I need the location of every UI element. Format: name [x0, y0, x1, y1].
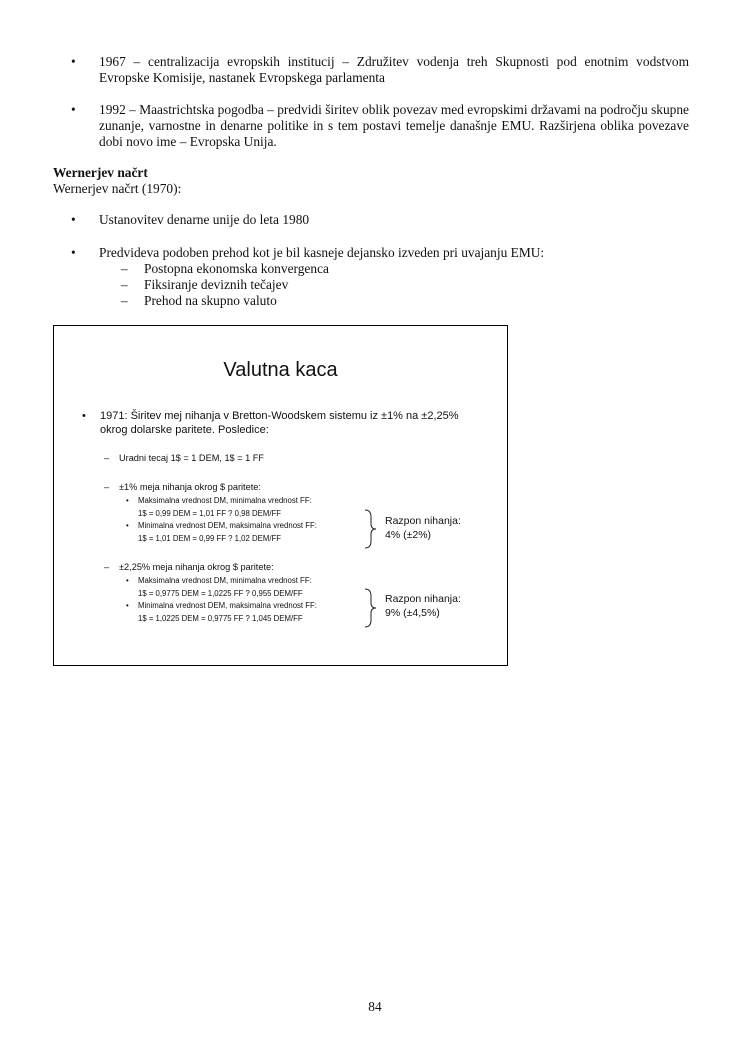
- dash-marker: –: [121, 261, 128, 276]
- official-rate: Uradni tecaj 1$ = 1 DEM, 1$ = 1 FF: [119, 453, 265, 463]
- page-number: 84: [368, 999, 382, 1014]
- small-bullet-marker: •: [126, 601, 129, 610]
- dash-marker: –: [104, 562, 110, 572]
- dash-marker: –: [104, 482, 110, 492]
- band1-range-label: Razpon nihanja:: [385, 515, 461, 527]
- werner-sub-item-text: Postopna ekonomska konvergenca: [144, 261, 329, 276]
- werner-bullet-text: Predvideva podoben prehod kot je bil kasneje dejansko izveden pri uvajanju EMU:: [99, 245, 545, 260]
- band1-item1-equation: 1$ = 0,99 DEM = 1,01 FF ? 0,98 DEM/FF: [138, 509, 282, 518]
- band2-item2-title: Minimalna vrednost DEM, maksimalna vrednost FF:: [138, 601, 317, 610]
- band1-item2-equation: 1$ = 1,01 DEM = 0,99 FF ? 1,02 DEM/FF: [138, 534, 282, 543]
- bullet-marker: •: [71, 245, 76, 260]
- small-bullet-marker: •: [126, 496, 129, 505]
- band1-label: ±1% meja nihanja okrog $ paritete:: [119, 482, 261, 492]
- slide-main-line-2: okrog dolarske paritete. Posledice:: [100, 424, 269, 436]
- bullet-marker: •: [71, 102, 76, 117]
- dash-marker: –: [121, 277, 128, 292]
- dash-marker: –: [121, 293, 128, 308]
- brace-icon: [363, 588, 377, 628]
- slide-main-line-1: 1971: Širitev mej nihanja v Bretton-Woodskem sistemu iz ±1% na ±2,25%: [100, 410, 459, 422]
- slide-frame: [53, 325, 508, 666]
- slide-title: Valutna kaca: [223, 359, 338, 381]
- intro-bullet-text: 1967 – centralizacija evropskih institucij – Združitev vodenja treh Skupnosti pod enotnim vodstvom Evropske Komisije, nastanek Evropskega parlamenta: [99, 54, 689, 85]
- section-intro: Wernerjev načrt (1970):: [53, 181, 182, 196]
- band2-range-label: Razpon nihanja:: [385, 593, 461, 605]
- small-bullet-marker: •: [126, 576, 129, 585]
- small-bullet-marker: •: [126, 521, 129, 530]
- band1-item2-title: Minimalna vrednost DEM, maksimalna vrednost FF:: [138, 521, 317, 530]
- band2-item1-title: Maksimalna vrednost DM, minimalna vrednost FF:: [138, 576, 312, 585]
- band2-item1-equation: 1$ = 0,9775 DEM = 1,0225 FF ? 0,955 DEM/FF: [138, 589, 303, 598]
- band1-item1-title: Maksimalna vrednost DM, minimalna vrednost FF:: [138, 496, 312, 505]
- bullet-marker: •: [71, 54, 76, 69]
- band1-range-value: 4% (±2%): [385, 529, 432, 541]
- band2-range-value: 9% (±4,5%): [385, 607, 440, 619]
- werner-bullet-text: Ustanovitev denarne unije do leta 1980: [99, 212, 310, 227]
- intro-bullet-text: 1992 – Maastrichtska pogodba – predvidi širitev oblik povezav med evropskimi državami na področju skupne zunanje, varnostne in denarne politike in s tem postavi temelje današnje EMU. Razširjena oblika povezave dobi novo ime – Evropska Unija.: [99, 102, 689, 149]
- dash-marker: –: [104, 453, 110, 463]
- bullet-marker: •: [82, 410, 86, 422]
- band2-label: ±2,25% meja nihanja okrog $ paritete:: [119, 562, 274, 572]
- bullet-marker: •: [71, 212, 76, 227]
- brace-icon: [363, 509, 377, 549]
- werner-sub-item-text: Prehod na skupno valuto: [144, 293, 277, 308]
- werner-sub-item-text: Fiksiranje deviznih tečajev: [144, 277, 289, 292]
- band2-item2-equation: 1$ = 1,0225 DEM = 0,9775 FF ? 1,045 DEM/FF: [138, 614, 303, 623]
- section-heading: Wernerjev načrt: [53, 165, 148, 180]
